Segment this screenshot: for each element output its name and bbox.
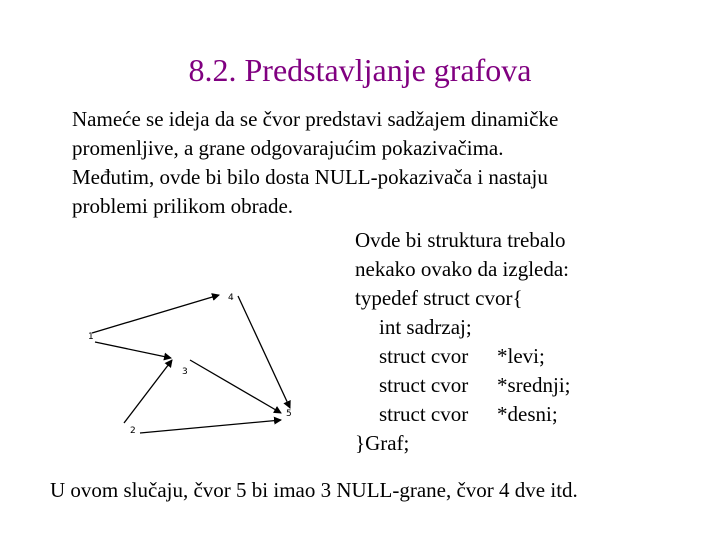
intro-line: problemi prilikom obrade. <box>72 194 294 218</box>
intro-line: Nameće se ideja da se čvor predstavi sadžajem dinamičke <box>72 107 559 131</box>
code-field-name: *srednji; <box>497 373 571 397</box>
intro-line: promenljive, a grane odgovarajućim pokazivačima. <box>72 136 504 160</box>
graph-edges <box>92 295 290 433</box>
code-closing: }Graf; <box>355 431 410 455</box>
page-title: 8.2. Predstavljanje grafova <box>188 52 532 88</box>
graph-edge-1-3 <box>95 342 171 358</box>
graph-node-3: 3 <box>182 367 188 377</box>
graph-edge-2-3 <box>124 360 172 423</box>
intro-line: Međutim, ovde bi bilo dosta NULL-pokazivača i nastaju <box>72 165 548 189</box>
code-field-type: struct cvor <box>379 402 469 426</box>
graph-edge-3-5 <box>190 360 281 413</box>
graph-node-2: 2 <box>130 426 136 436</box>
code-field-name: *levi; <box>497 344 545 368</box>
graph-node-5: 5 <box>286 409 292 419</box>
graph-edge-1-4 <box>92 295 219 333</box>
code-declaration: typedef struct cvor{ <box>355 286 523 310</box>
graph-edge-4-5 <box>238 296 290 408</box>
footer-note: U ovom slučaju, čvor 5 bi imao 3 NULL-grane, čvor 4 dve itd. <box>50 478 578 502</box>
code-field-name: *desni; <box>497 402 558 426</box>
code-field-type: struct cvor <box>379 344 469 368</box>
graph-node-4: 4 <box>228 293 234 303</box>
code-lead-line: nekako ovako da izgleda: <box>355 257 569 281</box>
code-field-sadrzaj: int sadrzaj; <box>379 315 472 339</box>
graph-node-1: 1 <box>88 332 94 342</box>
graph-edge-2-5 <box>140 420 281 433</box>
code-lead-line: Ovde bi struktura trebalo <box>355 228 566 252</box>
code-field-type: struct cvor <box>379 373 469 397</box>
graph-node-labels <box>88 293 292 436</box>
